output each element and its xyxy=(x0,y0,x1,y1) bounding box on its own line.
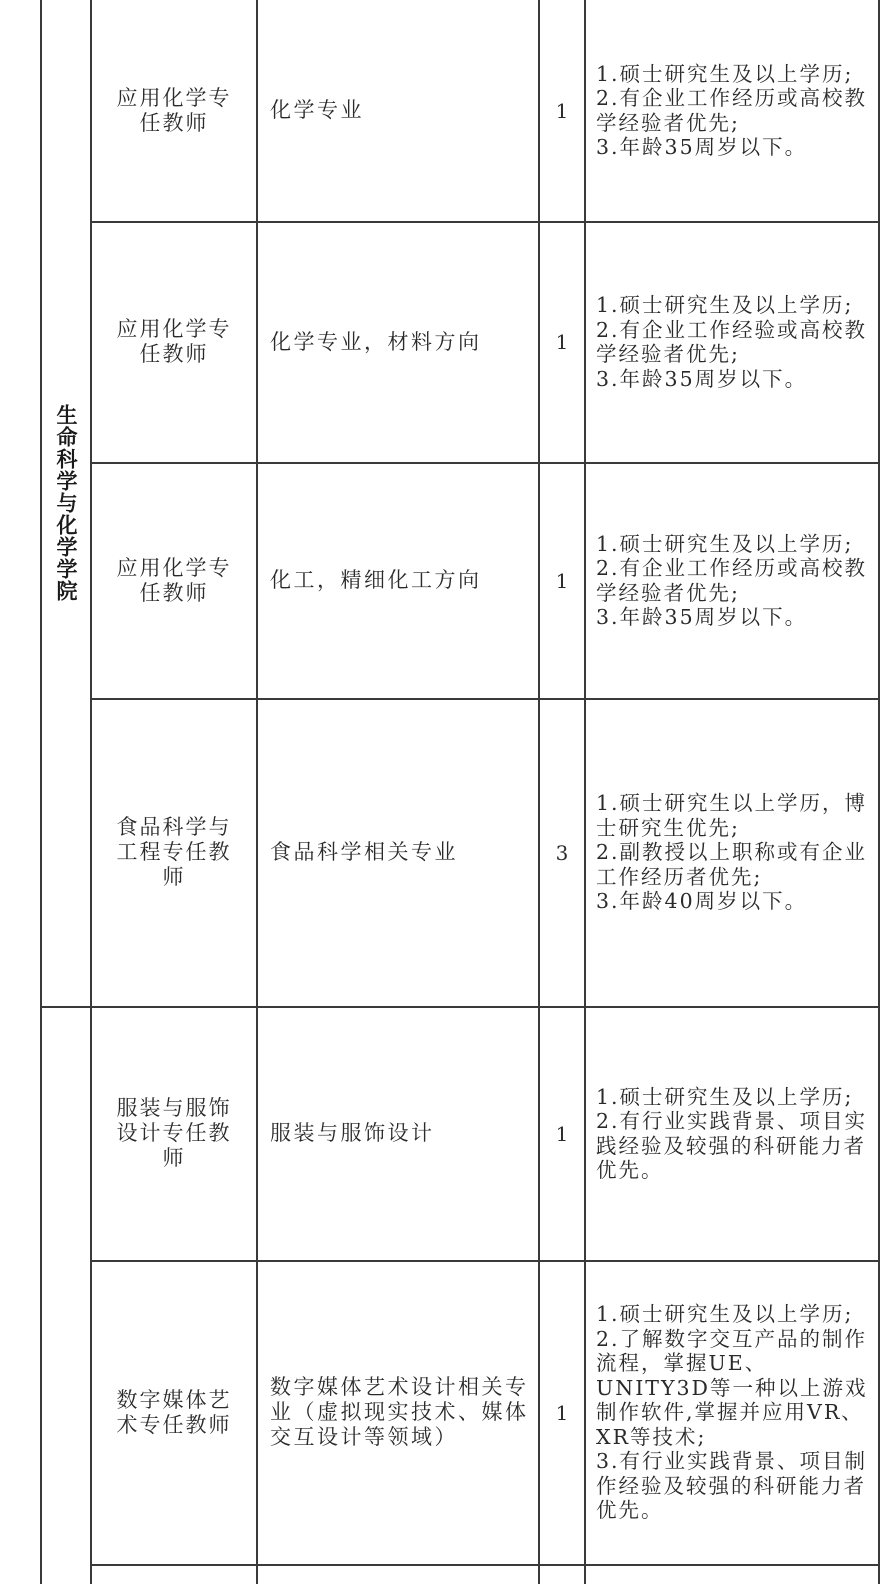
requirement-item: 3.有行业实践背景、项目制作经验及较强的科研能力者优先。 xyxy=(596,1449,868,1523)
headcount: 1 xyxy=(555,1121,569,1146)
requirement-item: 2.有企业工作经历或高校教学经验者优先; xyxy=(596,86,868,135)
major-text: 食品科学相关专业 xyxy=(270,840,458,864)
requirement-item: 3.年龄35周岁以下。 xyxy=(596,366,808,391)
requirement-item: 2.有企业工作经历或高校教学经验者优先; xyxy=(596,556,868,605)
position-cell xyxy=(92,1007,256,1260)
major-cell xyxy=(258,222,538,462)
position-name: 应用化学专任教师 xyxy=(116,317,232,366)
requirement-item: 2.副教授以上职称或有企业工作经历者优先; xyxy=(596,840,868,889)
row-divider xyxy=(90,1564,879,1566)
count-cell xyxy=(540,222,584,462)
requirement-item: 1.硕士研究生及以上学历; xyxy=(596,1084,854,1109)
count-cell xyxy=(540,1261,584,1564)
position-cell xyxy=(92,222,256,462)
major-cell xyxy=(258,463,538,698)
headcount: 1 xyxy=(555,568,569,593)
requirement-item: 2.有企业工作经验或高校教学经验者优先; xyxy=(596,317,868,366)
requirement-item: 3.年龄35周岁以下。 xyxy=(596,135,808,159)
major-text: 数字媒体艺术设计相关专业（虚拟现实技术、媒体交互设计等领域） xyxy=(270,1375,529,1449)
requirements-cell xyxy=(586,699,878,1006)
requirement-item: 3.年龄40周岁以下。 xyxy=(596,889,808,914)
table-row xyxy=(0,463,892,698)
table-row xyxy=(0,699,892,1006)
major-cell xyxy=(258,699,538,1006)
department-name: 生命科学与化学学院 xyxy=(54,404,78,602)
requirement-item: 3.年龄35周岁以下。 xyxy=(596,605,808,629)
requirements-cell xyxy=(586,222,878,462)
position-cell xyxy=(92,463,256,698)
major-text: 化学专业，材料方向 xyxy=(270,329,482,354)
position-name: 食品科学与工程专任教师 xyxy=(116,815,232,889)
major-cell xyxy=(258,0,538,221)
major-text: 化学专业 xyxy=(270,98,364,122)
headcount: 1 xyxy=(555,1400,569,1425)
count-cell xyxy=(540,463,584,698)
count-cell xyxy=(540,0,584,221)
requirements-list xyxy=(596,1302,872,1523)
requirement-item: 1.硕士研究生及以上学历; xyxy=(596,293,854,317)
table-row xyxy=(0,0,892,221)
requirements-cell xyxy=(586,1007,878,1260)
requirements-cell xyxy=(586,463,878,698)
position-cell xyxy=(92,1261,256,1564)
table-row xyxy=(0,1007,892,1260)
requirement-item: 1.硕士研究生以上学历，博士研究生优先; xyxy=(596,791,868,840)
requirements-cell xyxy=(586,1261,878,1564)
major-cell xyxy=(258,1261,538,1564)
position-name: 应用化学专任教师 xyxy=(116,85,232,135)
major-text: 化工，精细化工方向 xyxy=(270,568,482,592)
table-row xyxy=(0,222,892,462)
requirement-item: 1.硕士研究生及以上学历; xyxy=(596,531,854,556)
headcount: 3 xyxy=(555,840,569,865)
requirement-item: 2.有行业实践背景、项目实践经验及较强的科研能力者优先。 xyxy=(596,1109,868,1182)
headcount: 1 xyxy=(555,98,569,123)
headcount: 1 xyxy=(555,330,569,354)
requirement-item: 1.硕士研究生及以上学历; xyxy=(596,61,854,86)
requirements-list xyxy=(596,1085,872,1183)
position-cell xyxy=(92,699,256,1006)
major-text: 服装与服饰设计 xyxy=(270,1121,435,1145)
requirement-item: 1.硕士研究生及以上学历; xyxy=(596,1302,854,1327)
position-name: 服装与服饰设计专任教师 xyxy=(116,1096,232,1170)
major-cell xyxy=(258,1007,538,1260)
requirements-list xyxy=(596,62,872,160)
position-name: 应用化学专任教师 xyxy=(116,555,232,605)
requirements-list xyxy=(596,532,872,630)
requirements-list xyxy=(596,293,872,391)
position-cell xyxy=(92,0,256,221)
position-name: 数字媒体艺术专任教师 xyxy=(116,1387,232,1437)
count-cell xyxy=(540,699,584,1006)
requirements-list xyxy=(596,791,872,914)
requirements-cell xyxy=(586,0,878,221)
requirement-item: 2.了解数字交互产品的制作流程，掌握UE、UNITY3D等一种以上游戏制作软件,掌握并应用VR、XR等技术; xyxy=(596,1326,868,1449)
count-cell xyxy=(540,1007,584,1260)
table-row xyxy=(0,1261,892,1564)
